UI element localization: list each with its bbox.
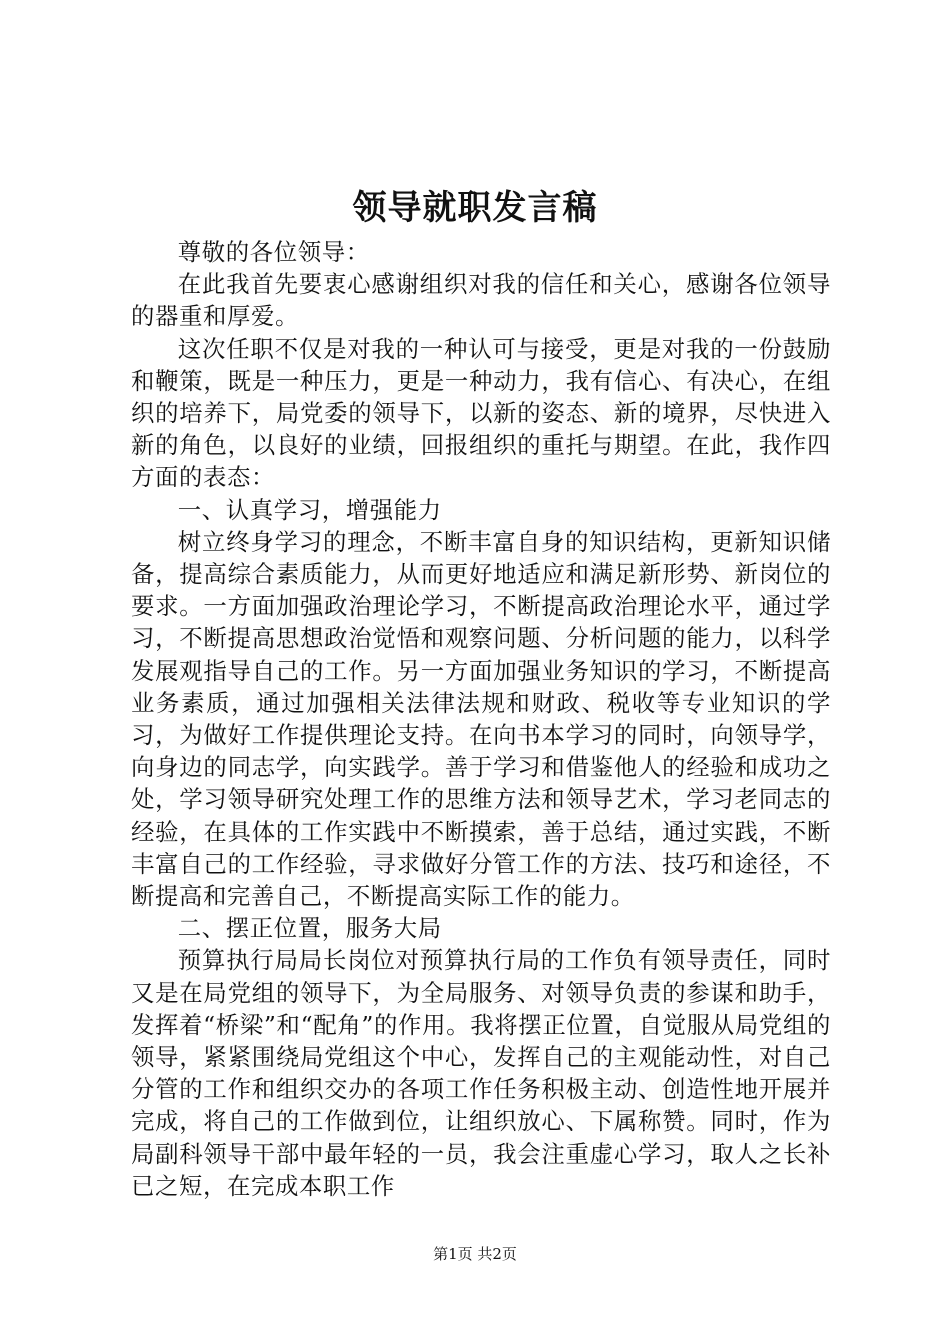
page-footer: 第1页 共2页: [433, 1245, 517, 1263]
document-body: [131, 236, 831, 1202]
section-heading-1: 一、认真学习，增强能力: [177, 495, 442, 524]
salutation-paragraph: 尊敬的各位领导：: [177, 238, 370, 266]
thanks-paragraph: 在此我首先要衷心感谢组织对我的信任和关心，感谢各位领导的器重和厚爱。: [131, 270, 831, 331]
section-body-2: 预算执行局局长岗位对预算执行局的工作负有领导责任，同时又是在局党组的领导下，为全局服务、对领导负责的参谋和助手，发挥着“桥梁”和“配角”的作用。我将摆正位置，自觉服从局党组的领导，紧紧围绕局党组这个中心，发挥自己的主观能动性，对自己分管的工作和组织交办的各项工作任务积极主动、创造性地开展并完成，将自己的工作做到位，让组织放心、下属称赞。同时，作为局副科领导干部中最年轻的一员，我会注重虚心学习，取人之长补已之短，在完成本职工作: [131, 946, 831, 1200]
section-body-1: 树立终身学习的理念，不断丰富自身的知识结构，更新知识储备，提高综合素质能力，从而更好地适应和满足新形势、新岗位的要求。一方面加强政治理论学习，不断提高政治理论水平，通过学习，不断提高思想政治觉悟和观察问题、分析问题的能力，以科学发展观指导自己的工作。另一方面加强业务知识的学习，不断提高业务素质，通过加强相关法律法规和财政、税收等专业知识的学习，为做好工作提供理论支持。在向书本学习的同时，向领导学，向身边的同志学，向实践学。善于学习和借鉴他人的经验和成功之处，学习领导研究处理工作的思维方法和领导艺术，学习老同志的经验，在具体的工作实践中不断摸索，善于总结，通过实践，不断丰富自己的工作经验，寻求做好分管工作的方法、技巧和途径，不断提高和完善自己，不断提高实际工作的能力。: [131, 527, 831, 911]
section-heading-2: 二、摆正位置，服务大局: [177, 914, 442, 943]
page-title: 领导就职发言稿: [352, 188, 598, 228]
commitment-paragraph: 这次任职不仅是对我的一种认可与接受，更是对我的一份鼓励和鞭策，既是一种压力，更是一种动力，我有信心、有决心，在组织的培养下，局党委的领导下，以新的姿态、新的境界，尽快进入新的角色，以良好的业绩，回报组织的重托与期望。在此，我作四方面的表态：: [131, 334, 831, 492]
